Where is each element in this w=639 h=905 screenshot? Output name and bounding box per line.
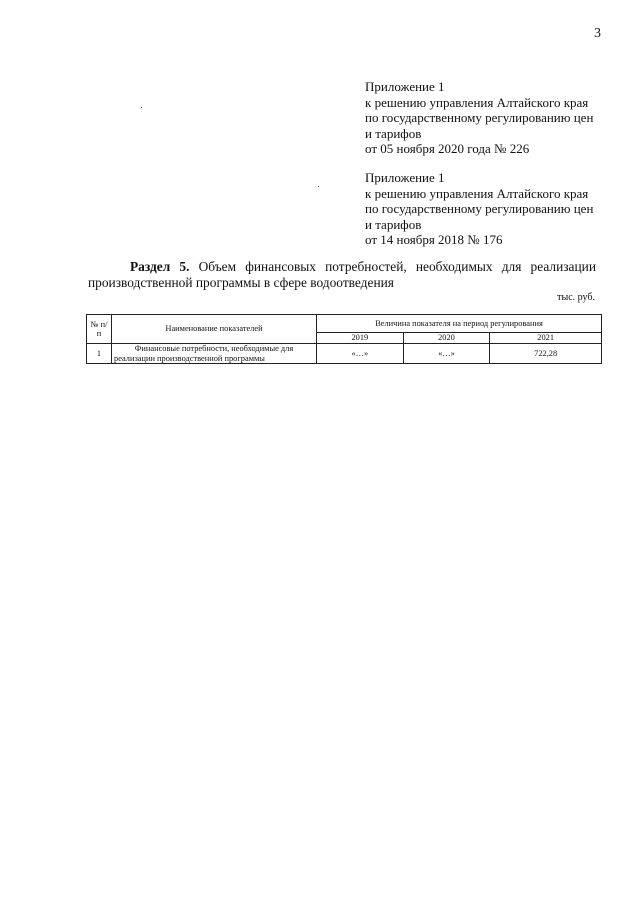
header-year: 2019 bbox=[317, 333, 404, 344]
section-heading-line1 bbox=[88, 259, 596, 275]
annex-original-line: Приложение 1 bbox=[365, 170, 445, 185]
header-year: 2020 bbox=[403, 333, 490, 344]
section-heading bbox=[88, 259, 596, 290]
annex-current-line: к решению управления Алтайского края bbox=[365, 94, 589, 110]
row-value: «…» bbox=[403, 344, 490, 364]
annex-current-line: от 05 ноября 2020 года № 226 bbox=[365, 141, 530, 156]
header-num: № п/п bbox=[87, 315, 112, 344]
section-title-line2: производственной программы в сфере водоотведения bbox=[88, 274, 394, 290]
annex-original-line: по государственному регулированию цен bbox=[365, 201, 594, 216]
annex-current-line: по государственному регулированию цен bbox=[365, 110, 594, 125]
annex-current-line: и тарифов bbox=[365, 125, 422, 141]
header-period: Величина показателя на период регулирования bbox=[317, 315, 602, 333]
table-header-row bbox=[87, 315, 602, 333]
header-name: Наименование показателей bbox=[112, 315, 317, 344]
table-row bbox=[87, 344, 602, 364]
section-label: Раздел 5. bbox=[130, 259, 190, 274]
row-value: «…» bbox=[317, 344, 404, 364]
annex-original-block bbox=[365, 170, 593, 248]
annex-current-line: Приложение 1 bbox=[365, 79, 445, 94]
annex-current-block bbox=[365, 79, 593, 157]
financial-needs-table bbox=[86, 314, 602, 364]
row-value: 722,28 bbox=[490, 344, 602, 364]
header-year: 2021 bbox=[490, 333, 602, 344]
scan-speck bbox=[318, 186, 319, 187]
annex-original-line: от 14 ноября 2018 № 176 bbox=[365, 232, 503, 247]
annex-original-line: и тарифов bbox=[365, 216, 422, 232]
section-title-line1: Объем финансовых потребностей, необходимых для реализации bbox=[198, 259, 596, 274]
scan-speck bbox=[141, 107, 142, 108]
row-name: Финансовые потребности, необходимые для реализации производственной программы bbox=[112, 344, 317, 364]
annex-original-line: к решению управления Алтайского края bbox=[365, 185, 589, 201]
page-number: 3 bbox=[594, 26, 601, 41]
unit-label: тыс. руб. bbox=[557, 292, 595, 303]
row-num: 1 bbox=[87, 344, 112, 364]
